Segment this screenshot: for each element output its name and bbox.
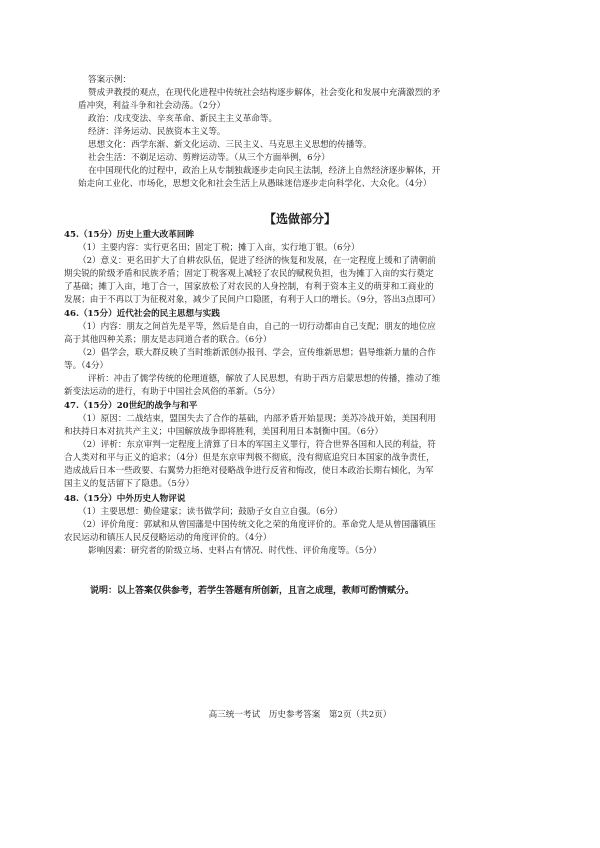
question-46-heading: 46.（15分）近代社会的民主思想与实践 (64, 309, 220, 319)
question-45-line: 发展；由于不再以丁为征税对象，减少了民间户口隐匿，有利于人口的增长。（9分，答出3点即可） (64, 295, 441, 305)
question-46-line: 等。（4分） (64, 361, 109, 371)
section-title: 【选做部分】 (263, 212, 336, 226)
question-46-line: 评析：冲击了儒学传统的伦理道德，解放了人民思想，有助于西方启蒙思想的传播，推动了维 (88, 374, 441, 384)
question-48-line: 影响因素：研究者的阶级立场、史料占有情况、时代性、评价角度等。（5分） (88, 546, 382, 556)
answer-example-line: 赞成尹教授的观点，在现代化进程中传统社会结构逐步解体，社会变化和发展中充满激烈的矛 (88, 88, 441, 98)
question-47-line: 合人类对和平与正义的追求；（4分）但是东京审判极不彻底，没有彻底追究日本国家的战争责任， (64, 453, 435, 463)
grading-note: 说明：以上答案仅供参考，若学生答题有所创新，且言之成理，教师可酌情赋分。 (90, 586, 415, 596)
answer-example-line: 始走向工业化、市场化，思想文化和社会生活上从愚昧迷信逐步走向科学化、大众化。（4分） (78, 179, 432, 189)
question-46-line: （1）内容：朋友之间首先是平等，然后是自由，自己的一切行动都由自己支配；朋友的地位应 (78, 322, 436, 332)
question-45-line: （1）主要内容：实行更名田；固定丁税；摊丁入亩，实行地丁银。（6分） (78, 243, 360, 253)
question-47-line: 和扶持日本对抗共产主义；中国解放战争即将胜利，美国利用日本制衡中国。（6分） (64, 427, 384, 437)
question-45-line: 期尖锐的阶级矛盾和民族矛盾；固定丁税客观上减轻了农民的赋税负担，也为摊丁入亩的实行奠定 (64, 269, 434, 279)
answer-example-line: 思想文化：西学东渐、新文化运动、三民主义、马克思主义思想的传播等。 (88, 140, 372, 150)
question-45-heading: 45.（15分）历史上重大改革回眸 (64, 230, 195, 240)
question-47-heading: 47.（15分）20世纪的战争与和平 (64, 401, 198, 411)
question-47-line: （1）原因：二战结束，盟国失去了合作的基础，内部矛盾开始显现；美苏冷战开始，美国利用 (78, 414, 436, 424)
question-48-line: （2）评价角度：郭斌和从曾国藩是中国传统文化之荣的角度评价的。革命党人是从曾国藩镇压 (78, 520, 436, 530)
question-46-line: 高于其他四种关系；朋友是志同道合者的联合。（6分） (64, 335, 272, 345)
question-45-line: （2）意义：更名田扩大了自耕农队伍，促进了经济的恢复和发展，在一定程度上缓和了清朝前 (78, 256, 436, 266)
question-48-heading: 48.（15分）中外历史人物评说 (64, 494, 186, 504)
question-45-line: 了基础；摊丁入亩，地丁合一，国家放松了对农民的人身控制，有利于资本主义的萌芽和工商业的 (64, 282, 434, 292)
answer-example-line: 经济：洋务运动、民族资本主义等。 (88, 127, 226, 137)
question-48-line: （1）主要思想：勤俭建家；读书做学问；鼓励子女自立自强。（6分） (78, 507, 343, 517)
answer-example-line: 在中国现代化的过程中，政治上从专制独裁逐步走向民主法制，经济上自然经济逐步解体，开 (88, 166, 441, 176)
question-47-line: （2）评析：东京审判一定程度上清算了日本的军国主义罪行，符合世界各国和人民的利益，符 (78, 440, 436, 450)
page-footer: 高三统一考试 历史参考答案 第2页（共2页） (208, 710, 392, 720)
question-46-line: 新变法运动的进行，有助于中国社会风俗的革新。（5分） (64, 387, 281, 397)
answer-example-line: 政治：戊戌变法、辛亥革命、新民主主义革命等。 (88, 114, 278, 124)
question-48-line: 农民运动和镇压人民反侵略运动的角度评价的。（4分） (64, 533, 272, 543)
question-47-line: 国主义的复活留下了隐患。（5分） (64, 479, 195, 489)
question-46-line: （2）倡学会，联大群反映了当时维新派创办报刊、学会，宣传维新思想；倡导维新力量的合作 (78, 348, 436, 358)
answer-example-heading: 答案示例： (88, 75, 131, 85)
question-47-line: 造成战后日本一些政要、右翼势力拒绝对侵略战争进行反省和悔改，使日本政治长期右倾化，为军 (64, 466, 434, 476)
answer-example-line: 社会生活：不剃足运动、剪辫运动等。（从三个方面举例，6分） (88, 153, 330, 163)
answer-example-line: 盾冲突，利益斗争和社会动荡。（2分） (78, 101, 226, 111)
